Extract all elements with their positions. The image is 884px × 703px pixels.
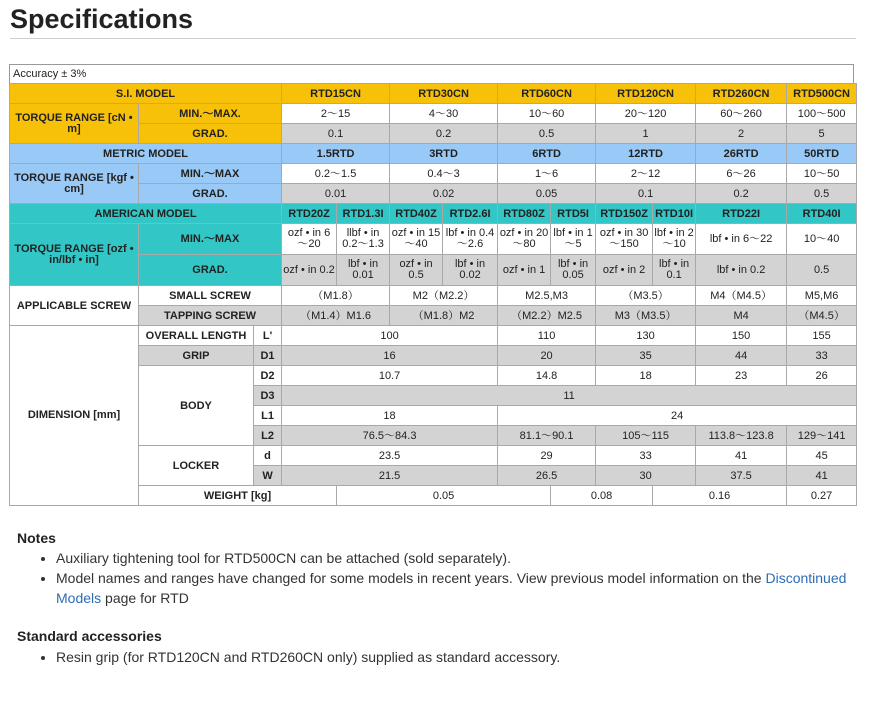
american-model-cell: RTD40I xyxy=(787,204,857,224)
si-grad-cell: 1 xyxy=(596,124,696,144)
overall-length-cell: 155 xyxy=(787,326,857,346)
locker-d-cell: 45 xyxy=(787,446,857,466)
metric-minmax-cell: 6～26 xyxy=(696,164,787,184)
small-screw-cell: M2.5,M3 xyxy=(498,286,596,306)
grip-label: GRIP xyxy=(139,346,254,366)
american-model-cell: RTD2.6I xyxy=(443,204,498,224)
grip-cell: 44 xyxy=(696,346,787,366)
si-model-cell: RTD260CN xyxy=(696,84,787,104)
grip-cell: 20 xyxy=(498,346,596,366)
si-minmax-cell: 100～500 xyxy=(787,104,857,124)
american-model-row xyxy=(10,204,857,224)
american-minmax-cell: ozf • in 6～20 xyxy=(282,224,337,255)
metric-model-label: METRIC MODEL xyxy=(10,144,282,164)
weight-label: WEIGHT [kg] xyxy=(139,486,337,506)
overall-length-cell: 150 xyxy=(696,326,787,346)
body-label: BODY xyxy=(139,366,254,446)
si-grad-cell: 0.5 xyxy=(498,124,596,144)
metric-minmax-cell: 1～6 xyxy=(498,164,596,184)
locker-w-cell: 37.5 xyxy=(696,466,787,486)
metric-model-cell: 3RTD xyxy=(390,144,498,164)
small-screw-row xyxy=(10,286,857,306)
american-minmax-cell: 10～40 xyxy=(787,224,857,255)
american-minmax-cell: lbf • in 1～5 xyxy=(551,224,596,255)
american-torque-range-label: TORQUE RANGE [ozf • in/lbf • in] xyxy=(10,224,139,286)
si-minmax-row xyxy=(10,104,857,124)
weight-cell: 0.27 xyxy=(787,486,857,506)
overall-length-cell: 110 xyxy=(498,326,596,346)
si-minmax-cell: 60～260 xyxy=(696,104,787,124)
american-minmax-cell: llbf • in 0.2～1.3 xyxy=(337,224,390,255)
american-minmax-cell: lbf • in 2～10 xyxy=(653,224,696,255)
american-model-cell: RTD22I xyxy=(696,204,787,224)
american-grad-cell: lbf • in 0.02 xyxy=(443,255,498,286)
note-text: page for RTD xyxy=(101,590,189,606)
tapping-screw-label: TAPPING SCREW xyxy=(139,306,282,326)
si-model-cell: RTD500CN xyxy=(787,84,857,104)
locker-d-code: d xyxy=(254,446,282,466)
american-minmax-label: MIN.～MAX xyxy=(139,224,282,255)
si-grad-cell: 0.1 xyxy=(282,124,390,144)
american-grad-label: GRAD. xyxy=(139,255,282,286)
si-minmax-label: MIN.～MAX. xyxy=(139,104,282,124)
l2-code: L2 xyxy=(254,426,282,446)
specifications-table xyxy=(9,83,857,506)
american-grad-cell: lbf • in 0.05 xyxy=(551,255,596,286)
d3-code: D3 xyxy=(254,386,282,406)
tapping-screw-cell: （M1.8）M2 xyxy=(390,306,498,326)
dimension-label: DIMENSION [mm] xyxy=(10,326,139,506)
applicable-screw-label: APPLICABLE SCREW xyxy=(10,286,139,326)
si-grad-cell: 0.2 xyxy=(390,124,498,144)
si-model-row xyxy=(10,84,857,104)
american-grad-cell: ozf • in 0.5 xyxy=(390,255,443,286)
tapping-screw-cell: M4 xyxy=(696,306,787,326)
american-minmax-cell: ozf • in 20～80 xyxy=(498,224,551,255)
american-grad-cell: ozf • in 2 xyxy=(596,255,653,286)
si-grad-cell: 5 xyxy=(787,124,857,144)
si-model-cell: RTD120CN xyxy=(596,84,696,104)
american-minmax-cell: lbf • in 6～22 xyxy=(696,224,787,255)
american-grad-cell: ozf • in 1 xyxy=(498,255,551,286)
american-grad-cell: ozf • in 0.2 xyxy=(282,255,337,286)
locker-w-code: W xyxy=(254,466,282,486)
locker-d-cell: 41 xyxy=(696,446,787,466)
locker-d-cell: 23.5 xyxy=(282,446,498,466)
l1-cell: 18 xyxy=(282,406,498,426)
si-minmax-cell: 2～15 xyxy=(282,104,390,124)
locker-d-cell: 29 xyxy=(498,446,596,466)
note-item xyxy=(56,568,862,608)
l2-cell: 113.8～123.8 xyxy=(696,426,787,446)
american-minmax-cell: ozf • in 15～40 xyxy=(390,224,443,255)
locker-d-cell: 33 xyxy=(596,446,696,466)
accessories-title: Standard accessories xyxy=(17,628,162,644)
small-screw-cell: M5,M6 xyxy=(787,286,857,306)
metric-grad-label: GRAD. xyxy=(139,184,282,204)
page-title: Specifications xyxy=(10,4,194,34)
l1-code: L1 xyxy=(254,406,282,426)
metric-minmax-cell: 0.2～1.5 xyxy=(282,164,390,184)
metric-minmax-cell: 0.4～3 xyxy=(390,164,498,184)
american-grad-cell: 0.5 xyxy=(787,255,857,286)
american-minmax-row xyxy=(10,224,857,255)
american-grad-cell: lbf • in 0.1 xyxy=(653,255,696,286)
d2-cell: 10.7 xyxy=(282,366,498,386)
american-model-label: AMERICAN MODEL xyxy=(10,204,282,224)
small-screw-cell: M4（M4.5） xyxy=(696,286,787,306)
metric-grad-cell: 0.5 xyxy=(787,184,857,204)
metric-minmax-row xyxy=(10,164,857,184)
overall-length-cell: 100 xyxy=(282,326,498,346)
american-model-cell: RTD80Z xyxy=(498,204,551,224)
l1-cell: 24 xyxy=(498,406,857,426)
tapping-screw-cell: M3（M3.5） xyxy=(596,306,696,326)
tapping-screw-cell: （M4.5） xyxy=(787,306,857,326)
american-minmax-cell: ozf • in 30～150 xyxy=(596,224,653,255)
d2-cell: 18 xyxy=(596,366,696,386)
accessories-list xyxy=(17,647,560,667)
metric-minmax-label: MIN.～MAX xyxy=(139,164,282,184)
weight-cell: 0.08 xyxy=(551,486,653,506)
overall-length-label: OVERALL LENGTH xyxy=(139,326,254,346)
small-screw-cell: （M3.5） xyxy=(596,286,696,306)
metric-model-cell: 6RTD xyxy=(498,144,596,164)
si-grad-cell: 2 xyxy=(696,124,787,144)
locker-w-cell: 41 xyxy=(787,466,857,486)
locker-label: LOCKER xyxy=(139,446,254,486)
overall-length-cell: 130 xyxy=(596,326,696,346)
american-grad-cell: lbf • in 0.01 xyxy=(337,255,390,286)
metric-model-cell: 12RTD xyxy=(596,144,696,164)
american-grad-cell: lbf • in 0.2 xyxy=(696,255,787,286)
si-grad-label: GRAD. xyxy=(139,124,282,144)
metric-model-cell: 50RTD xyxy=(787,144,857,164)
small-screw-cell: M2（M2.2） xyxy=(390,286,498,306)
metric-grad-cell: 0.05 xyxy=(498,184,596,204)
metric-minmax-cell: 10～50 xyxy=(787,164,857,184)
metric-model-cell: 1.5RTD xyxy=(282,144,390,164)
d2-code: D2 xyxy=(254,366,282,386)
locker-w-cell: 26.5 xyxy=(498,466,596,486)
overall-length-code: L' xyxy=(254,326,282,346)
tapping-screw-cell: （M1.4）M1.6 xyxy=(282,306,390,326)
l2-cell: 76.5～84.3 xyxy=(282,426,498,446)
american-model-cell: RTD1.3I xyxy=(337,204,390,224)
metric-model-row xyxy=(10,144,857,164)
metric-grad-cell: 0.01 xyxy=(282,184,390,204)
d3-cell: 11 xyxy=(282,386,857,406)
small-screw-cell: （M1.8） xyxy=(282,286,390,306)
accuracy-note: Accuracy ± 3% xyxy=(9,64,854,83)
american-model-cell: RTD10I xyxy=(653,204,696,224)
american-model-cell: RTD20Z xyxy=(282,204,337,224)
si-model-label: S.I. MODEL xyxy=(10,84,282,104)
notes-list xyxy=(17,548,862,608)
si-minmax-cell: 20～120 xyxy=(596,104,696,124)
si-minmax-cell: 10～60 xyxy=(498,104,596,124)
metric-torque-range-label: TORQUE RANGE [kgf • cm] xyxy=(10,164,139,204)
weight-cell: 0.05 xyxy=(337,486,551,506)
metric-grad-cell: 0.2 xyxy=(696,184,787,204)
weight-cell: 0.16 xyxy=(653,486,787,506)
note-text: Model names and ranges have changed for some models in recent years. View previous model information on the xyxy=(56,570,766,586)
small-screw-label: SMALL SCREW xyxy=(139,286,282,306)
metric-model-cell: 26RTD xyxy=(696,144,787,164)
discontinued-models-link[interactable]: Discontinued Models xyxy=(56,570,847,606)
tapping-screw-cell: （M2.2）M2.5 xyxy=(498,306,596,326)
metric-grad-cell: 0.1 xyxy=(596,184,696,204)
si-minmax-cell: 4～30 xyxy=(390,104,498,124)
locker-w-cell: 30 xyxy=(596,466,696,486)
grip-cell: 16 xyxy=(282,346,498,366)
l2-cell: 105～115 xyxy=(596,426,696,446)
d2-cell: 14.8 xyxy=(498,366,596,386)
grip-code: D1 xyxy=(254,346,282,366)
metric-grad-cell: 0.02 xyxy=(390,184,498,204)
d2-cell: 26 xyxy=(787,366,857,386)
si-model-cell: RTD15CN xyxy=(282,84,390,104)
metric-minmax-cell: 2～12 xyxy=(596,164,696,184)
american-model-cell: RTD5I xyxy=(551,204,596,224)
title-divider xyxy=(10,38,856,39)
si-torque-range-label: TORQUE RANGE [cN • m] xyxy=(10,104,139,144)
locker-w-cell: 21.5 xyxy=(282,466,498,486)
american-minmax-cell: lbf • in 0.4～2.6 xyxy=(443,224,498,255)
l2-cell: 129～141 xyxy=(787,426,857,446)
note-item: • Auxiliary tightening tool for RTD500CN can be attached (sold separately). xyxy=(56,548,862,568)
grip-cell: 35 xyxy=(596,346,696,366)
grip-cell: 33 xyxy=(787,346,857,366)
overall-length-row xyxy=(10,326,857,346)
si-model-cell: RTD60CN xyxy=(498,84,596,104)
d2-cell: 23 xyxy=(696,366,787,386)
american-model-cell: RTD150Z xyxy=(596,204,653,224)
notes-section xyxy=(17,528,862,608)
si-model-cell: RTD30CN xyxy=(390,84,498,104)
american-model-cell: RTD40Z xyxy=(390,204,443,224)
l2-cell: 81.1～90.1 xyxy=(498,426,596,446)
notes-title: Notes xyxy=(17,530,56,546)
accessory-item: • Resin grip (for RTD120CN and RTD260CN only) supplied as standard accessory. xyxy=(56,647,560,667)
